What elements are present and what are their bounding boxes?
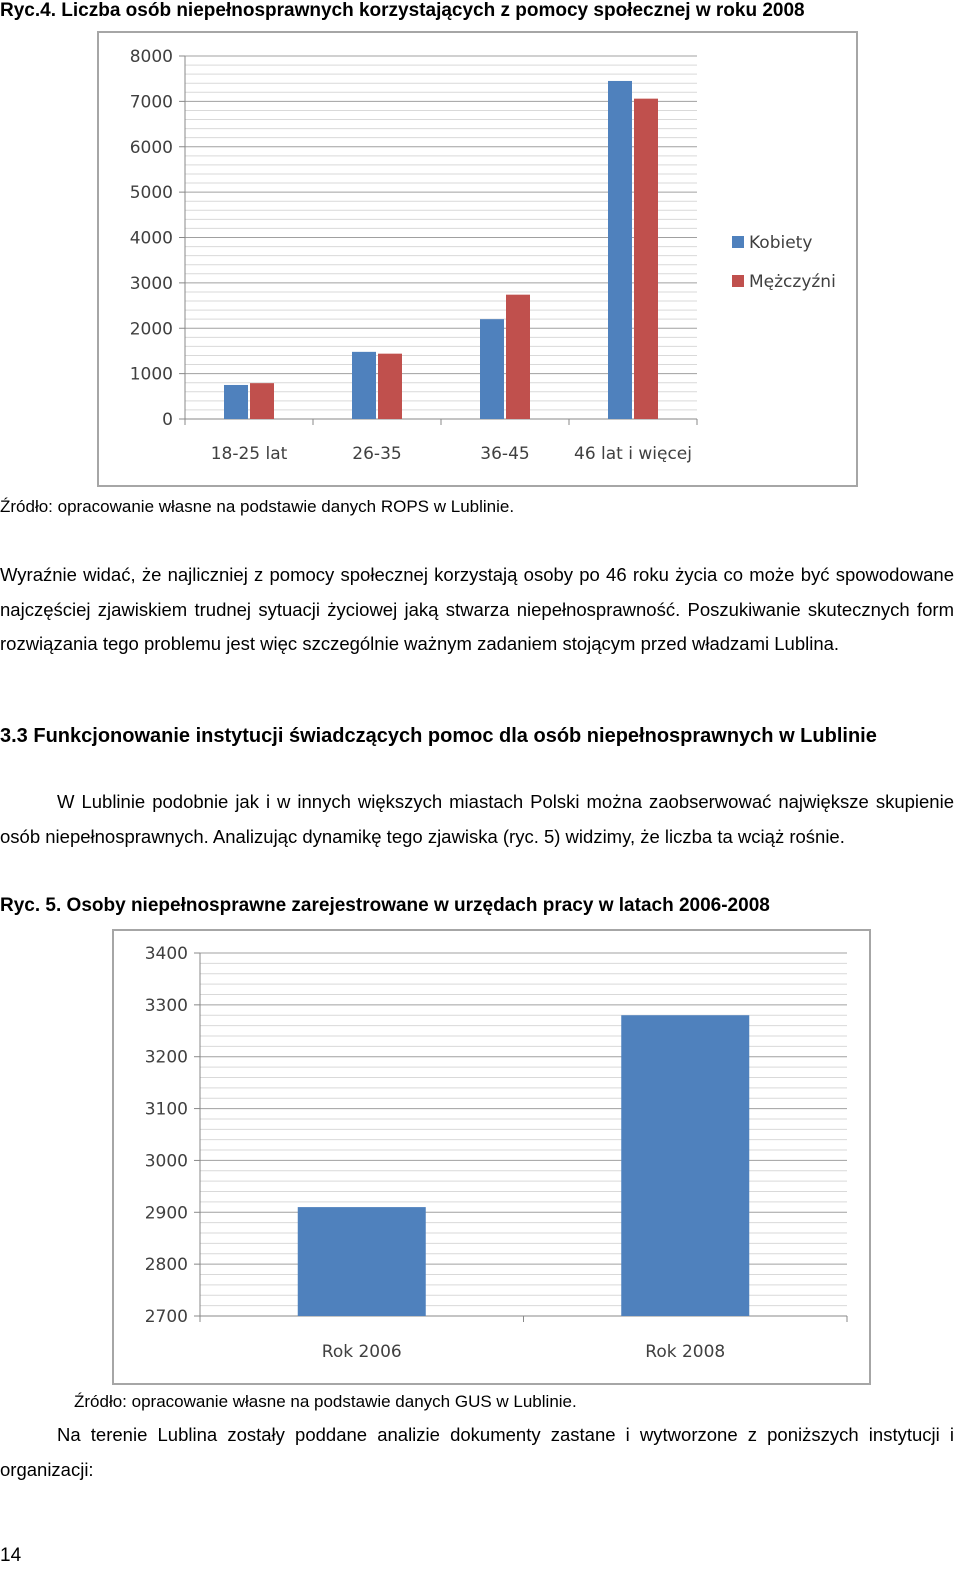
fig4-legend-label: Kobiety (749, 233, 813, 253)
figure-5-source: Źródło: opracowanie własne na podstawie danych GUS w Lublinie. (74, 1392, 577, 1411)
fig4-y-tick-label: 5000 (129, 183, 173, 204)
fig4-y-tick-label: 8000 (129, 47, 173, 67)
fig4-bar-mężczyźni (634, 99, 658, 419)
fig4-bar-kobiety (608, 81, 632, 419)
fig5-y-tick-label: 3300 (144, 995, 188, 1016)
fig5-y-tick-label: 2800 (144, 1255, 188, 1276)
fig5-y-tick-label: 3100 (144, 1099, 188, 1120)
fig4-legend-label: Mężczyźni (749, 272, 836, 292)
fig4-y-tick-label: 1000 (129, 364, 173, 385)
figure-4-caption: Ryc.4. Liczba osób niepełnosprawnych korzystających z pomocy społecznej w roku 2008 (0, 0, 805, 21)
fig4-bar-kobiety (224, 385, 248, 419)
fig4-y-tick-label: 0 (162, 410, 173, 430)
fig5-y-tick-label: 2700 (144, 1307, 188, 1327)
paragraph-1: Wyraźnie widać, że najliczniej z pomocy społecznej korzystają osoby po 46 roku życia co może być spowodowane najczęściej zjawiskiem trudnej sytuacji życiowej jaką stwarza niepełnosprawność. Poszukiwanie skutecznych form rozwiązania tego problemu jest więc szczególnie ważnym zadaniem stojącym przed władzami Lublina. (0, 564, 954, 654)
figure-5-chart (112, 929, 871, 1385)
fig5-x-tick-label: Rok 2006 (321, 1342, 402, 1362)
fig4-bar-mężczyźni (378, 354, 402, 419)
fig4-y-tick-label: 6000 (129, 137, 173, 158)
fig5-x-tick-label: Rok 2008 (645, 1342, 726, 1362)
fig5-y-tick-label: 3400 (144, 944, 188, 964)
figure-5-caption: Ryc. 5. Osoby niepełnosprawne zarejestrowane w urzędach pracy w latach 2006-2008 (0, 895, 770, 916)
fig4-legend-swatch (732, 275, 744, 287)
fig4-x-tick-label: 18-25 lat (210, 444, 288, 464)
figure-4-chart (97, 31, 858, 487)
fig5-y-tick-label: 3200 (144, 1047, 188, 1068)
fig5-bar-value (298, 1207, 426, 1316)
fig4-y-tick-label: 4000 (129, 228, 173, 249)
fig4-bar-kobiety (352, 352, 376, 419)
paragraph-3: Na terenie Lublina zostały poddane analizie dokumenty zastane i wytworzone z poniższych instytucji i organizacji: (0, 1424, 954, 1480)
fig4-y-tick-label: 2000 (129, 319, 173, 340)
fig4-y-tick-label: 7000 (129, 92, 173, 113)
figure-4-source: Źródło: opracowanie własne na podstawie danych ROPS w Lublinie. (0, 497, 515, 516)
page-number: 14 (0, 1545, 22, 1566)
fig4-x-tick-label: 26-35 (352, 444, 402, 464)
figure-4-chart-svg (99, 33, 856, 485)
fig4-legend-swatch (732, 236, 744, 248)
fig5-y-tick-label: 3000 (144, 1151, 188, 1172)
fig4-x-tick-label: 36-45 (480, 444, 530, 464)
fig5-y-tick-label: 2900 (144, 1203, 188, 1224)
fig4-bar-kobiety (480, 319, 504, 419)
figure-5-chart-svg (114, 931, 869, 1383)
fig4-x-tick-label: 46 lat i więcej (574, 444, 692, 464)
paragraph-2: W Lublinie podobnie jak i w innych większych miastach Polski można zaobserwować największe skupienie osób niepełnosprawnych. Analizując dynamikę tego zjawiska (ryc. 5) widzimy, że liczba ta wciąż rośnie. (0, 791, 954, 847)
fig4-bar-mężczyźni (506, 295, 530, 419)
fig4-y-tick-label: 3000 (129, 273, 173, 294)
fig5-bar-value (621, 1015, 749, 1316)
section-heading: 3.3 Funkcjonowanie instytucji świadczących pomoc dla osób niepełnosprawnych w Lublinie (0, 725, 877, 747)
fig4-bar-mężczyźni (250, 383, 274, 419)
